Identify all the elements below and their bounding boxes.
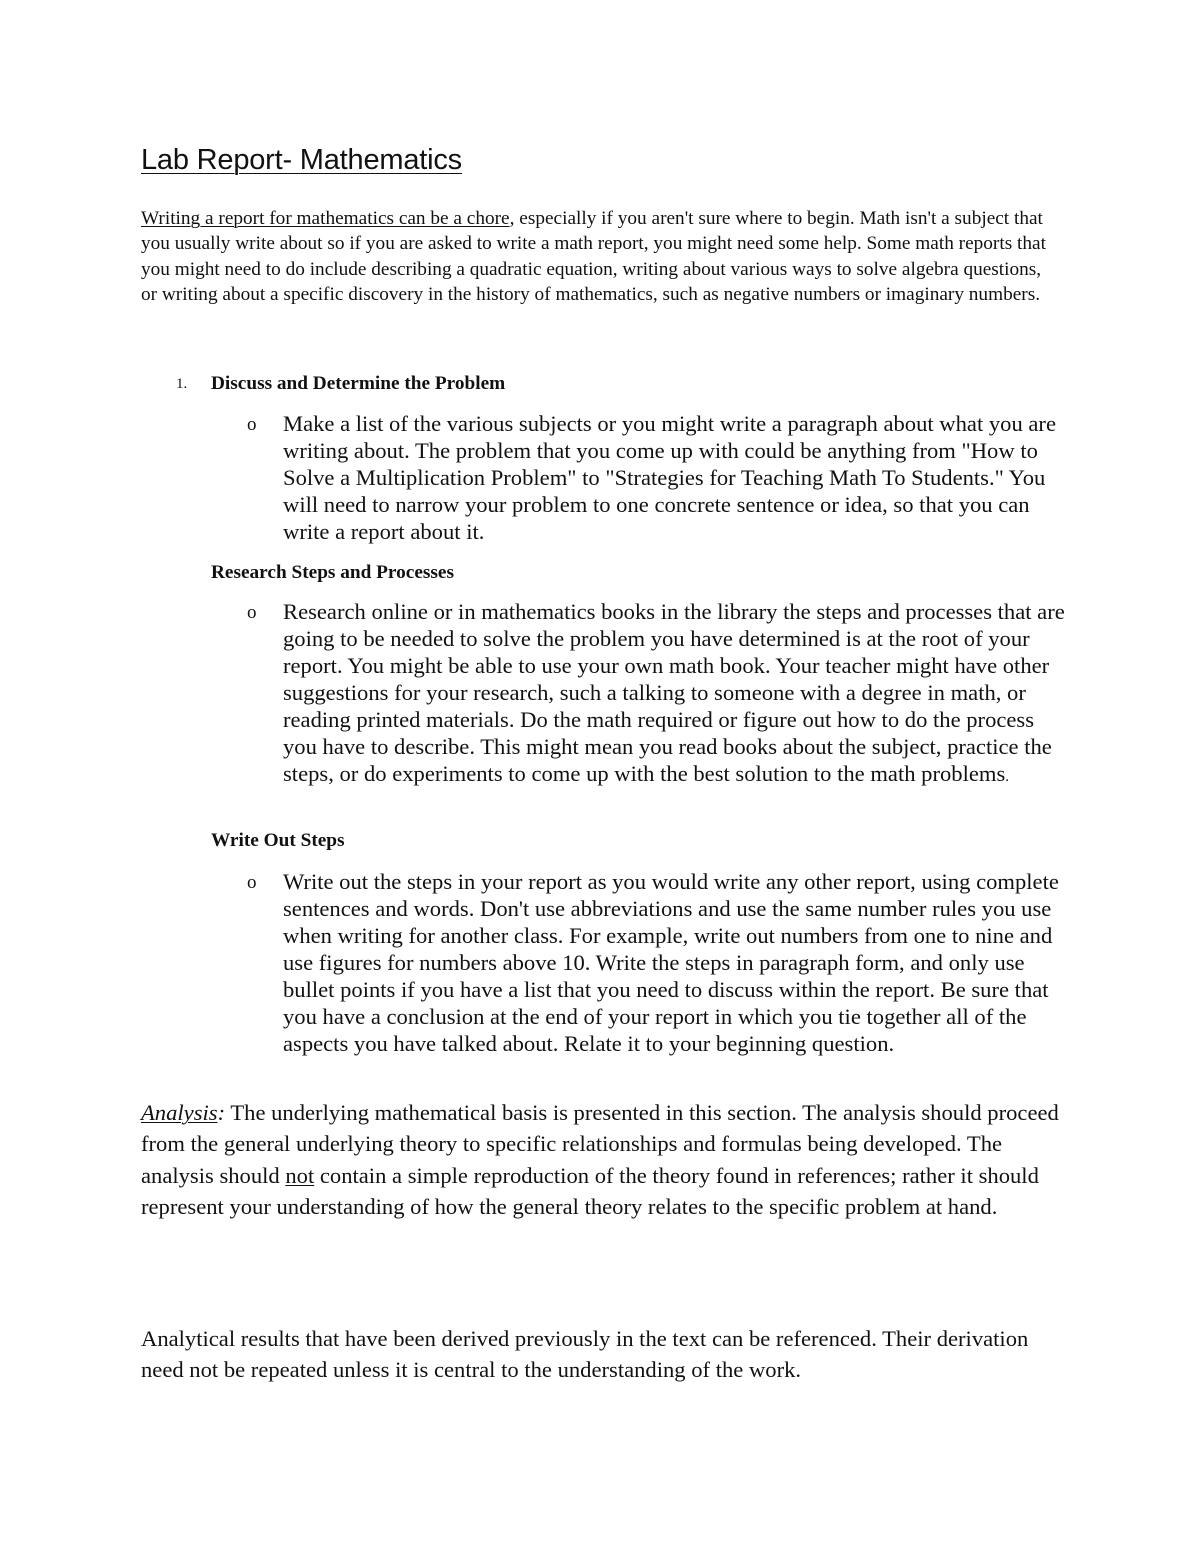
intro-paragraph [141,206,1061,308]
step-heading-research: Research Steps and Processes [211,562,454,583]
intro-lead-underlined: Writing a report for mathematics can be a chore [141,208,510,229]
bullet-text-write-out: Write out the steps in your report as you would write any other report, using complete sentences and words. Don't use abbreviations and use the same number rules you use when writing for another class. For example, write out numbers from one to nine and use figures for numbers above 10. Write the steps in paragraph form, and only use bullet points if you have a list that you need to discuss within the report. Be sure that you have a conclusion at the end of your report in which you tie together all of the aspects you have talked about. Relate it to your beginning question. [283,869,1059,1056]
bullet-text-discuss: Make a list of the various subjects or you might write a paragraph about what you are writing about. The problem that you come up with could be anything from "How to Solve a Multiplication Problem" to "Strategies for Teaching Math To Students." You will need to narrow your problem to one concrete sentence or idea, so that you can write a report about it. [283,411,1056,544]
analysis-paragraph [141,1097,1061,1223]
analysis-label: Analysis [141,1100,218,1125]
analysis-text-1: The underlying mathematical basis is presented in this section. The analysis should proceed from the general underlying theory to specific relationships and formulas being developed. The analysis should [141,1100,1059,1188]
step-heading-discuss: Discuss and Determine the Problem [211,373,506,394]
analysis-text-2: contain a simple reproduction of the theory found in references; rather it should represent your understanding of how the general theory relates to the specific problem at hand. [141,1162,1039,1220]
bullet-marker: o [247,602,257,623]
analysis-emphasis: not [285,1162,315,1188]
bullet-text-research-body: Research online or in mathematics books in the library the steps and processes that are going to be needed to solve the problem you have determined is at the root of your report. You might be able to use your own math book. Your teacher might have other suggestions for your research, such a talking to someone with a degree in math, or reading printed materials. Do the math required or figure out how to do the process you have to describe. This might mean you read books about the subject, practice the steps, or do experiments to come up with the best solution to the math problems [283,599,1065,786]
page-title: Lab Report- Mathematics [141,144,462,176]
closing-paragraph: Analytical results that have been derived previously in the text can be referenced. Their derivation need not be repeated unless it is central to the understanding of the work. [141,1326,1029,1383]
analysis-colon: : [217,1100,226,1125]
bullet-marker: o [247,872,257,893]
bullet-text-research-end: . [1005,769,1010,785]
intro-text: , especially if you aren't sure where to begin. Math isn't a subject that you usually write about so if you are asked to write a math report, you might need some help. Some math reports that you might need to do include describing a quadratic equation, writing about various ways to solve algebra questions, or writing about a specific discovery in the history of mathematics, such as negative numbers or imaginary numbers. [141,208,1046,306]
step-number: 1. [176,376,188,392]
bullet-marker: o [247,414,257,435]
step-heading-write-out: Write Out Steps [211,830,345,851]
bullet-text-research [283,598,1073,791]
